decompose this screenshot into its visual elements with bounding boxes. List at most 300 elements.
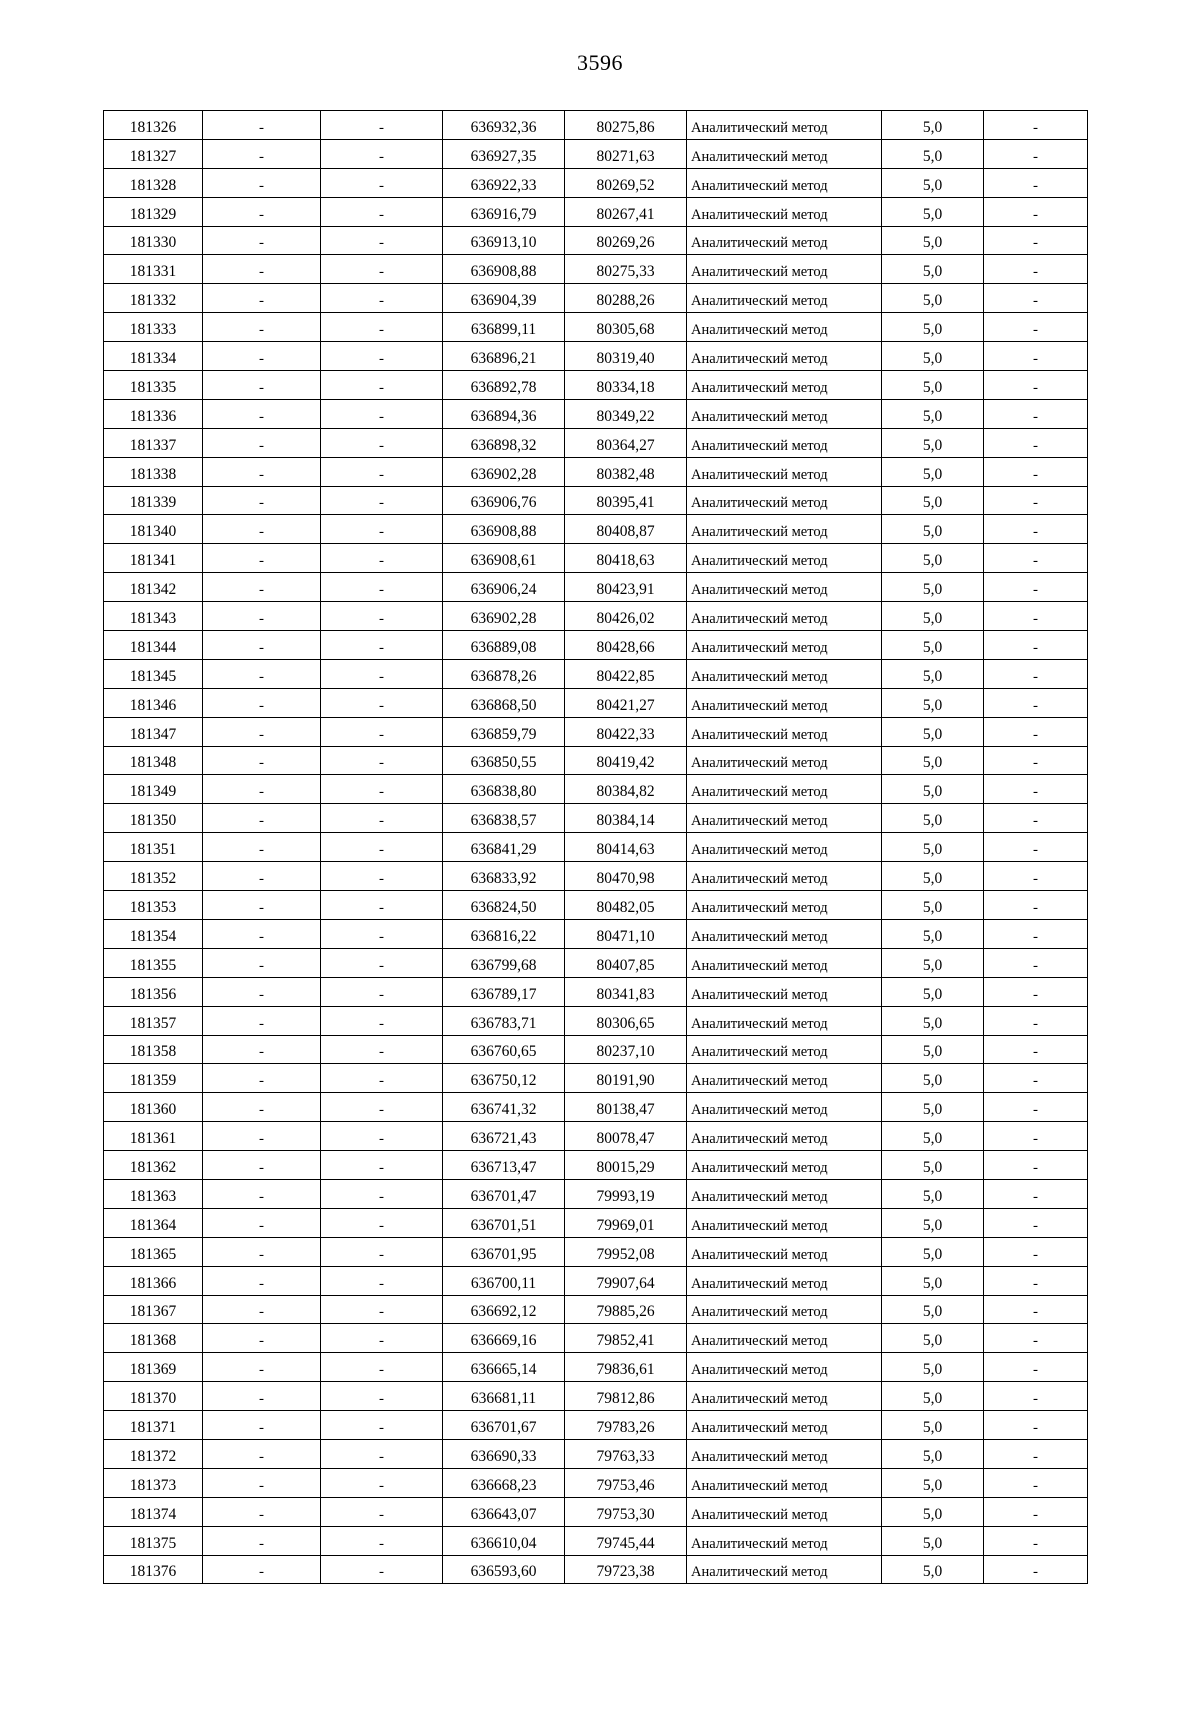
accuracy-cell: 5,0 <box>882 1035 984 1064</box>
coordinates-table <box>103 110 1088 1584</box>
x-coordinate-cell: 636892,78 <box>443 371 565 400</box>
blank-a-cell: - <box>203 804 321 833</box>
y-coordinate-cell: 79852,41 <box>565 1324 687 1353</box>
point-number-cell: 181336 <box>104 399 203 428</box>
blank-c-cell: - <box>984 197 1088 226</box>
table-row <box>104 746 1088 775</box>
blank-b-cell: - <box>321 1006 443 1035</box>
blank-a-cell: - <box>203 1179 321 1208</box>
accuracy-cell: 5,0 <box>882 659 984 688</box>
table-row <box>104 1382 1088 1411</box>
y-coordinate-cell: 80319,40 <box>565 342 687 371</box>
table-row <box>104 804 1088 833</box>
blank-a-cell: - <box>203 197 321 226</box>
point-number-cell: 181370 <box>104 1382 203 1411</box>
y-coordinate-cell: 79763,33 <box>565 1439 687 1468</box>
table-row <box>104 631 1088 660</box>
blank-a-cell: - <box>203 1064 321 1093</box>
blank-b-cell: - <box>321 1266 443 1295</box>
method-cell: Аналитический метод <box>687 1122 882 1151</box>
x-coordinate-cell: 636690,33 <box>443 1439 565 1468</box>
method-cell: Аналитический метод <box>687 1064 882 1093</box>
table-row <box>104 486 1088 515</box>
method-cell: Аналитический метод <box>687 457 882 486</box>
x-coordinate-cell: 636838,57 <box>443 804 565 833</box>
accuracy-cell: 5,0 <box>882 1266 984 1295</box>
accuracy-cell: 5,0 <box>882 313 984 342</box>
blank-c-cell: - <box>984 602 1088 631</box>
point-number-cell: 181352 <box>104 862 203 891</box>
x-coordinate-cell: 636721,43 <box>443 1122 565 1151</box>
table-row <box>104 573 1088 602</box>
table-row <box>104 1237 1088 1266</box>
method-cell: Аналитический метод <box>687 111 882 140</box>
point-number-cell: 181368 <box>104 1324 203 1353</box>
blank-c-cell: - <box>984 717 1088 746</box>
accuracy-cell: 5,0 <box>882 1064 984 1093</box>
method-cell: Аналитический метод <box>687 862 882 891</box>
accuracy-cell: 5,0 <box>882 948 984 977</box>
method-cell: Аналитический метод <box>687 399 882 428</box>
table-row <box>104 659 1088 688</box>
method-cell: Аналитический метод <box>687 659 882 688</box>
method-cell: Аналитический метод <box>687 1006 882 1035</box>
x-coordinate-cell: 636898,32 <box>443 428 565 457</box>
blank-b-cell: - <box>321 255 443 284</box>
blank-c-cell: - <box>984 342 1088 371</box>
accuracy-cell: 5,0 <box>882 1179 984 1208</box>
point-number-cell: 181351 <box>104 833 203 862</box>
method-cell: Аналитический метод <box>687 804 882 833</box>
blank-a-cell: - <box>203 1093 321 1122</box>
method-cell: Аналитический метод <box>687 342 882 371</box>
point-number-cell: 181335 <box>104 371 203 400</box>
y-coordinate-cell: 80382,48 <box>565 457 687 486</box>
table-row <box>104 977 1088 1006</box>
point-number-cell: 181327 <box>104 139 203 168</box>
blank-b-cell: - <box>321 631 443 660</box>
blank-c-cell: - <box>984 255 1088 284</box>
point-number-cell: 181348 <box>104 746 203 775</box>
y-coordinate-cell: 80422,33 <box>565 717 687 746</box>
point-number-cell: 181329 <box>104 197 203 226</box>
accuracy-cell: 5,0 <box>882 1382 984 1411</box>
x-coordinate-cell: 636789,17 <box>443 977 565 1006</box>
x-coordinate-cell: 636824,50 <box>443 891 565 920</box>
x-coordinate-cell: 636713,47 <box>443 1151 565 1180</box>
y-coordinate-cell: 79836,61 <box>565 1353 687 1382</box>
method-cell: Аналитический метод <box>687 226 882 255</box>
y-coordinate-cell: 80426,02 <box>565 602 687 631</box>
y-coordinate-cell: 80470,98 <box>565 862 687 891</box>
accuracy-cell: 5,0 <box>882 255 984 284</box>
method-cell: Аналитический метод <box>687 602 882 631</box>
blank-c-cell: - <box>984 428 1088 457</box>
x-coordinate-cell: 636643,07 <box>443 1497 565 1526</box>
point-number-cell: 181371 <box>104 1411 203 1440</box>
blank-a-cell: - <box>203 717 321 746</box>
point-number-cell: 181334 <box>104 342 203 371</box>
x-coordinate-cell: 636878,26 <box>443 659 565 688</box>
blank-b-cell: - <box>321 168 443 197</box>
point-number-cell: 181372 <box>104 1439 203 1468</box>
point-number-cell: 181362 <box>104 1151 203 1180</box>
point-number-cell: 181326 <box>104 111 203 140</box>
x-coordinate-cell: 636750,12 <box>443 1064 565 1093</box>
point-number-cell: 181349 <box>104 775 203 804</box>
blank-a-cell: - <box>203 1266 321 1295</box>
table-row <box>104 1151 1088 1180</box>
blank-b-cell: - <box>321 602 443 631</box>
y-coordinate-cell: 80364,27 <box>565 428 687 457</box>
x-coordinate-cell: 636913,10 <box>443 226 565 255</box>
blank-b-cell: - <box>321 111 443 140</box>
y-coordinate-cell: 80267,41 <box>565 197 687 226</box>
y-coordinate-cell: 80275,86 <box>565 111 687 140</box>
x-coordinate-cell: 636610,04 <box>443 1526 565 1555</box>
point-number-cell: 181332 <box>104 284 203 313</box>
table-row <box>104 891 1088 920</box>
blank-c-cell: - <box>984 1555 1088 1584</box>
blank-b-cell: - <box>321 1295 443 1324</box>
blank-c-cell: - <box>984 486 1088 515</box>
blank-c-cell: - <box>984 891 1088 920</box>
y-coordinate-cell: 80305,68 <box>565 313 687 342</box>
table-row <box>104 1468 1088 1497</box>
blank-b-cell: - <box>321 371 443 400</box>
blank-b-cell: - <box>321 862 443 891</box>
blank-c-cell: - <box>984 1324 1088 1353</box>
point-number-cell: 181346 <box>104 688 203 717</box>
blank-b-cell: - <box>321 342 443 371</box>
table-row <box>104 948 1088 977</box>
accuracy-cell: 5,0 <box>882 544 984 573</box>
accuracy-cell: 5,0 <box>882 371 984 400</box>
table-row <box>104 717 1088 746</box>
x-coordinate-cell: 636783,71 <box>443 1006 565 1035</box>
blank-b-cell: - <box>321 977 443 1006</box>
point-number-cell: 181345 <box>104 659 203 688</box>
method-cell: Аналитический метод <box>687 1555 882 1584</box>
method-cell: Аналитический метод <box>687 1093 882 1122</box>
accuracy-cell: 5,0 <box>882 1006 984 1035</box>
y-coordinate-cell: 80341,83 <box>565 977 687 1006</box>
y-coordinate-cell: 79885,26 <box>565 1295 687 1324</box>
blank-b-cell: - <box>321 1411 443 1440</box>
method-cell: Аналитический метод <box>687 775 882 804</box>
x-coordinate-cell: 636692,12 <box>443 1295 565 1324</box>
table-row <box>104 1439 1088 1468</box>
table-row <box>104 1295 1088 1324</box>
point-number-cell: 181363 <box>104 1179 203 1208</box>
y-coordinate-cell: 79753,30 <box>565 1497 687 1526</box>
blank-b-cell: - <box>321 544 443 573</box>
method-cell: Аналитический метод <box>687 717 882 746</box>
point-number-cell: 181359 <box>104 1064 203 1093</box>
accuracy-cell: 5,0 <box>882 573 984 602</box>
blank-c-cell: - <box>984 1295 1088 1324</box>
method-cell: Аналитический метод <box>687 1266 882 1295</box>
method-cell: Аналитический метод <box>687 544 882 573</box>
blank-b-cell: - <box>321 919 443 948</box>
point-number-cell: 181369 <box>104 1353 203 1382</box>
method-cell: Аналитический метод <box>687 919 882 948</box>
blank-c-cell: - <box>984 659 1088 688</box>
y-coordinate-cell: 80306,65 <box>565 1006 687 1035</box>
blank-a-cell: - <box>203 1208 321 1237</box>
blank-b-cell: - <box>321 1093 443 1122</box>
point-number-cell: 181367 <box>104 1295 203 1324</box>
accuracy-cell: 5,0 <box>882 775 984 804</box>
y-coordinate-cell: 80471,10 <box>565 919 687 948</box>
x-coordinate-cell: 636669,16 <box>443 1324 565 1353</box>
blank-b-cell: - <box>321 1208 443 1237</box>
blank-c-cell: - <box>984 1179 1088 1208</box>
blank-b-cell: - <box>321 833 443 862</box>
point-number-cell: 181355 <box>104 948 203 977</box>
blank-b-cell: - <box>321 1035 443 1064</box>
blank-b-cell: - <box>321 515 443 544</box>
accuracy-cell: 5,0 <box>882 1208 984 1237</box>
x-coordinate-cell: 636593,60 <box>443 1555 565 1584</box>
blank-a-cell: - <box>203 1382 321 1411</box>
y-coordinate-cell: 79723,38 <box>565 1555 687 1584</box>
x-coordinate-cell: 636906,24 <box>443 573 565 602</box>
x-coordinate-cell: 636899,11 <box>443 313 565 342</box>
blank-c-cell: - <box>984 1526 1088 1555</box>
blank-b-cell: - <box>321 486 443 515</box>
blank-b-cell: - <box>321 891 443 920</box>
y-coordinate-cell: 80384,14 <box>565 804 687 833</box>
blank-b-cell: - <box>321 1497 443 1526</box>
x-coordinate-cell: 636838,80 <box>443 775 565 804</box>
blank-b-cell: - <box>321 659 443 688</box>
x-coordinate-cell: 636896,21 <box>443 342 565 371</box>
blank-c-cell: - <box>984 313 1088 342</box>
method-cell: Аналитический метод <box>687 891 882 920</box>
blank-a-cell: - <box>203 1035 321 1064</box>
table-row <box>104 111 1088 140</box>
y-coordinate-cell: 80269,52 <box>565 168 687 197</box>
table-row <box>104 515 1088 544</box>
y-coordinate-cell: 80078,47 <box>565 1122 687 1151</box>
blank-a-cell: - <box>203 457 321 486</box>
accuracy-cell: 5,0 <box>882 1295 984 1324</box>
accuracy-cell: 5,0 <box>882 168 984 197</box>
point-number-cell: 181366 <box>104 1266 203 1295</box>
blank-c-cell: - <box>984 399 1088 428</box>
x-coordinate-cell: 636841,29 <box>443 833 565 862</box>
blank-c-cell: - <box>984 862 1088 891</box>
table-row <box>104 1555 1088 1584</box>
blank-b-cell: - <box>321 948 443 977</box>
accuracy-cell: 5,0 <box>882 717 984 746</box>
x-coordinate-cell: 636816,22 <box>443 919 565 948</box>
blank-c-cell: - <box>984 948 1088 977</box>
table-row <box>104 284 1088 313</box>
blank-c-cell: - <box>984 775 1088 804</box>
blank-a-cell: - <box>203 891 321 920</box>
blank-b-cell: - <box>321 457 443 486</box>
blank-a-cell: - <box>203 544 321 573</box>
table-row <box>104 255 1088 284</box>
blank-b-cell: - <box>321 1151 443 1180</box>
accuracy-cell: 5,0 <box>882 399 984 428</box>
point-number-cell: 181374 <box>104 1497 203 1526</box>
table-row <box>104 226 1088 255</box>
blank-c-cell: - <box>984 977 1088 1006</box>
y-coordinate-cell: 79952,08 <box>565 1237 687 1266</box>
table-row <box>104 602 1088 631</box>
point-number-cell: 181341 <box>104 544 203 573</box>
blank-b-cell: - <box>321 284 443 313</box>
accuracy-cell: 5,0 <box>882 833 984 862</box>
point-number-cell: 181342 <box>104 573 203 602</box>
accuracy-cell: 5,0 <box>882 428 984 457</box>
blank-a-cell: - <box>203 659 321 688</box>
point-number-cell: 181364 <box>104 1208 203 1237</box>
accuracy-cell: 5,0 <box>882 1497 984 1526</box>
x-coordinate-cell: 636908,61 <box>443 544 565 573</box>
point-number-cell: 181357 <box>104 1006 203 1035</box>
blank-b-cell: - <box>321 1555 443 1584</box>
blank-a-cell: - <box>203 1151 321 1180</box>
accuracy-cell: 5,0 <box>882 515 984 544</box>
blank-a-cell: - <box>203 977 321 1006</box>
accuracy-cell: 5,0 <box>882 631 984 660</box>
x-coordinate-cell: 636922,33 <box>443 168 565 197</box>
table-row <box>104 313 1088 342</box>
method-cell: Аналитический метод <box>687 515 882 544</box>
blank-b-cell: - <box>321 573 443 602</box>
x-coordinate-cell: 636908,88 <box>443 255 565 284</box>
blank-c-cell: - <box>984 919 1088 948</box>
table-row <box>104 428 1088 457</box>
blank-b-cell: - <box>321 1526 443 1555</box>
table-row <box>104 197 1088 226</box>
blank-c-cell: - <box>984 1266 1088 1295</box>
blank-c-cell: - <box>984 746 1088 775</box>
point-number-cell: 181360 <box>104 1093 203 1122</box>
y-coordinate-cell: 80015,29 <box>565 1151 687 1180</box>
x-coordinate-cell: 636932,36 <box>443 111 565 140</box>
accuracy-cell: 5,0 <box>882 1093 984 1122</box>
y-coordinate-cell: 80482,05 <box>565 891 687 920</box>
page-number: 3596 <box>577 50 623 75</box>
blank-a-cell: - <box>203 1526 321 1555</box>
blank-a-cell: - <box>203 139 321 168</box>
x-coordinate-cell: 636833,92 <box>443 862 565 891</box>
y-coordinate-cell: 80349,22 <box>565 399 687 428</box>
x-coordinate-cell: 636902,28 <box>443 457 565 486</box>
accuracy-cell: 5,0 <box>882 457 984 486</box>
table-row <box>104 919 1088 948</box>
x-coordinate-cell: 636741,32 <box>443 1093 565 1122</box>
y-coordinate-cell: 79993,19 <box>565 1179 687 1208</box>
y-coordinate-cell: 79907,64 <box>565 1266 687 1295</box>
table-row <box>104 371 1088 400</box>
accuracy-cell: 5,0 <box>882 284 984 313</box>
accuracy-cell: 5,0 <box>882 139 984 168</box>
blank-b-cell: - <box>321 804 443 833</box>
x-coordinate-cell: 636700,11 <box>443 1266 565 1295</box>
table-row <box>104 1353 1088 1382</box>
y-coordinate-cell: 79969,01 <box>565 1208 687 1237</box>
method-cell: Аналитический метод <box>687 1497 882 1526</box>
blank-a-cell: - <box>203 428 321 457</box>
x-coordinate-cell: 636760,65 <box>443 1035 565 1064</box>
accuracy-cell: 5,0 <box>882 197 984 226</box>
point-number-cell: 181337 <box>104 428 203 457</box>
table-row <box>104 1006 1088 1035</box>
blank-c-cell: - <box>984 226 1088 255</box>
blank-c-cell: - <box>984 833 1088 862</box>
blank-b-cell: - <box>321 1122 443 1151</box>
table-row <box>104 1093 1088 1122</box>
blank-a-cell: - <box>203 1497 321 1526</box>
blank-b-cell: - <box>321 688 443 717</box>
accuracy-cell: 5,0 <box>882 1439 984 1468</box>
table-row <box>104 1324 1088 1353</box>
blank-c-cell: - <box>984 1497 1088 1526</box>
method-cell: Аналитический метод <box>687 746 882 775</box>
table-row <box>104 775 1088 804</box>
point-number-cell: 181333 <box>104 313 203 342</box>
table-row <box>104 342 1088 371</box>
blank-a-cell: - <box>203 255 321 284</box>
x-coordinate-cell: 636894,36 <box>443 399 565 428</box>
y-coordinate-cell: 80407,85 <box>565 948 687 977</box>
blank-b-cell: - <box>321 717 443 746</box>
table-row <box>104 168 1088 197</box>
x-coordinate-cell: 636904,39 <box>443 284 565 313</box>
method-cell: Аналитический метод <box>687 1353 882 1382</box>
x-coordinate-cell: 636668,23 <box>443 1468 565 1497</box>
x-coordinate-cell: 636916,79 <box>443 197 565 226</box>
table-row <box>104 1179 1088 1208</box>
point-number-cell: 181340 <box>104 515 203 544</box>
blank-b-cell: - <box>321 1237 443 1266</box>
method-cell: Аналитический метод <box>687 1526 882 1555</box>
blank-b-cell: - <box>321 775 443 804</box>
accuracy-cell: 5,0 <box>882 1411 984 1440</box>
y-coordinate-cell: 80191,90 <box>565 1064 687 1093</box>
blank-c-cell: - <box>984 139 1088 168</box>
y-coordinate-cell: 80275,33 <box>565 255 687 284</box>
blank-b-cell: - <box>321 1439 443 1468</box>
blank-c-cell: - <box>984 1151 1088 1180</box>
blank-a-cell: - <box>203 1237 321 1266</box>
blank-b-cell: - <box>321 313 443 342</box>
accuracy-cell: 5,0 <box>882 688 984 717</box>
y-coordinate-cell: 80421,27 <box>565 688 687 717</box>
method-cell: Аналитический метод <box>687 255 882 284</box>
method-cell: Аналитический метод <box>687 1179 882 1208</box>
point-number-cell: 181330 <box>104 226 203 255</box>
blank-c-cell: - <box>984 804 1088 833</box>
method-cell: Аналитический метод <box>687 284 882 313</box>
blank-a-cell: - <box>203 1295 321 1324</box>
blank-b-cell: - <box>321 1382 443 1411</box>
point-number-cell: 181347 <box>104 717 203 746</box>
method-cell: Аналитический метод <box>687 948 882 977</box>
blank-a-cell: - <box>203 313 321 342</box>
point-number-cell: 181353 <box>104 891 203 920</box>
table-row <box>104 457 1088 486</box>
point-number-cell: 181331 <box>104 255 203 284</box>
accuracy-cell: 5,0 <box>882 862 984 891</box>
x-coordinate-cell: 636927,35 <box>443 139 565 168</box>
